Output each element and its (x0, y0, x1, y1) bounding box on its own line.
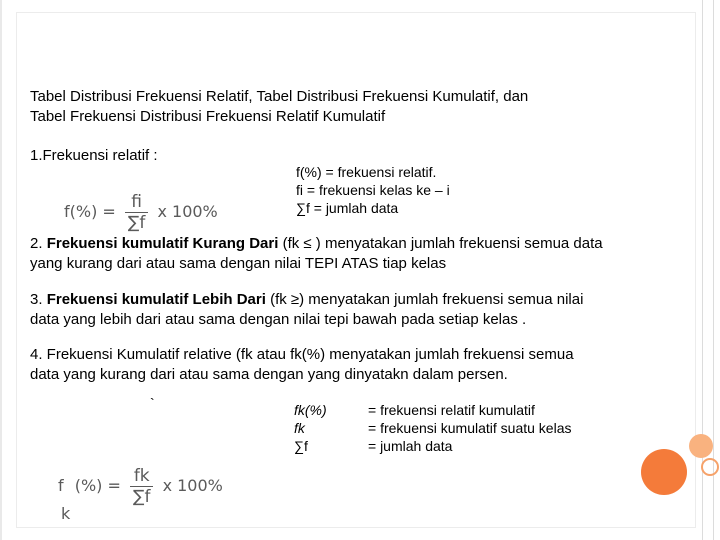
formula2-numerator: fk (130, 466, 153, 487)
formula2-denominator: ∑f (133, 487, 151, 507)
page-title-line1: Tabel Distribusi Frekuensi Relatif, Tabel Distribusi Frekuensi Kumulatif, dan (30, 88, 529, 105)
section3-rest: (fk ≥) menyatakan jumlah frekuensi semua nilai (265, 291, 584, 308)
formula-lhs: f(%) = (64, 202, 116, 221)
section1-def-2: fi = frekuensi kelas ke – i (296, 182, 450, 198)
section3-line2: data yang lebih dari atau sama dengan nilai tepi bawah pada setiap kelas . (30, 311, 527, 328)
cumulative-relative-formula (58, 466, 223, 523)
section3-line1 (30, 290, 583, 310)
section1-def-1: f(%) = frekuensi relatif. (296, 164, 437, 180)
formula2-lhs-rest: (%) = (74, 476, 121, 495)
section2-rest: (fk ≤ ) menyatakan jumlah frekuensi semua data (278, 235, 603, 252)
section4-def-desc-3: = jumlah data (368, 438, 453, 454)
section2-bold-term: Frekuensi kumulatif Kurang Dari (46, 235, 279, 252)
section4-def-desc-1: = frekuensi relatif kumulatif (368, 402, 535, 418)
decorative-dot-small (689, 434, 713, 458)
section1-heading: 1.Frekuensi relatif : (30, 147, 158, 164)
formula2-fraction (130, 466, 153, 507)
section1-def-3: ∑f = jumlah data (296, 200, 399, 216)
decorative-dot-large (641, 449, 687, 495)
formula2-lhs-sub: k (61, 504, 71, 523)
formula2-lhs-f: f (58, 476, 64, 495)
section4-line1: 4. Frekuensi Kumulatif relative (fk atau fk(%) menyatakan jumlah frekuensi semua (30, 346, 574, 363)
section4-def-term-2: fk (294, 420, 305, 436)
section4-def-desc-2: = frekuensi kumulatif suatu kelas (368, 420, 572, 436)
section2-prefix: 2. (30, 235, 47, 252)
decorative-ring (701, 458, 719, 476)
section4-def-term-1: fk(%) (294, 402, 327, 418)
page-title-line2: Tabel Frekuensi Distribusi Frekuensi Relatif Kumulatif (30, 108, 386, 125)
formula-denominator: ∑f (127, 213, 146, 233)
formula2-lhs-f-wrap (58, 476, 71, 523)
relative-frequency-formula (64, 192, 218, 233)
section4-def-term-3: ∑f (294, 438, 308, 454)
formula2-rhs: x 100% (162, 476, 223, 495)
formula-rhs: x 100% (157, 202, 218, 221)
section2-line2: yang kurang dari atau sama dengan nilai TEPI ATAS tiap kelas (30, 255, 447, 272)
section2-line1 (30, 234, 603, 254)
section4-line2: data yang kurang dari atau sama dengan yang dinyatakn dalam persen. (30, 366, 508, 383)
section3-prefix: 3. (30, 291, 47, 308)
stray-backtick: ` (150, 395, 155, 411)
formula-fraction (125, 192, 148, 233)
formula-numerator: fi (125, 192, 148, 213)
section3-bold-term: Frekuensi kumulatif Lebih Dari (46, 291, 266, 308)
